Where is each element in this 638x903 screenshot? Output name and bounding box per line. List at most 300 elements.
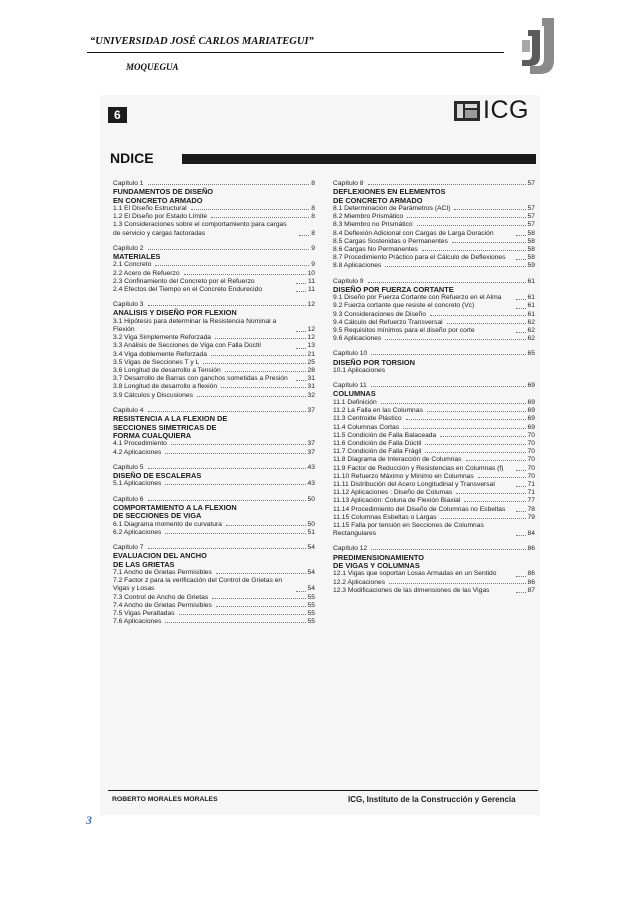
chapter-page: 57 [527,180,535,187]
toc-entry [113,577,315,593]
chapter-title: DE SECCIONES DE VIGA [113,511,202,521]
toc-entry-page: 37 [307,440,315,448]
chapter-title: MATERIALES [113,252,161,262]
toc-entry [333,311,535,319]
chapter-title: SECCIONES SIMETRICAS DE [113,422,217,432]
toc-entry [333,440,535,448]
toc-entry-label: 8.3 Miembro no Prismático [333,221,413,229]
chapter-page: 65 [527,350,535,358]
toc-entry-page: 78 [527,505,535,513]
toc-entry [333,213,535,221]
toc-entry-label: 8.4 Deflexión Adicional con Cargas de Larga Duración [333,229,494,237]
chapter-page: 61 [527,277,535,285]
toc-entry-page: 61 [527,310,535,318]
leader-dots [441,517,526,519]
toc-entry-page: 71 [527,480,535,488]
leader-dots [148,547,306,549]
toc-entry-page: 11 [308,277,315,285]
chapter-page: 12 [307,301,315,309]
toc-entry [333,456,535,464]
toc-section [113,544,315,626]
leader-dots [371,353,525,355]
toc-section [113,407,315,457]
leader-dots [165,483,305,485]
toc-entry-page: 43 [307,480,315,488]
chapter-page: 54 [307,543,315,551]
leader-dots [368,183,526,185]
toc-entry-page: 11 [308,286,315,294]
leader-dots [296,282,306,284]
university-logo-icon [516,16,560,78]
leader-dots [427,410,526,412]
toc-entry-page: 69 [527,398,535,406]
toc-entry-label: 8.1 Determinación de Parámetros (ACI) [333,205,451,213]
toc-entry-page: 58 [527,246,535,254]
toc-entry-page: 25 [307,358,315,366]
toc-entry-page: 70 [527,448,535,456]
chapter-title: EVALUACION DEL ANCHO [113,551,207,561]
toc-entry-label: 11.14 Procedimiento del Diseño de Columnas no Esbeltas [333,505,506,513]
leader-dots [516,258,526,260]
toc-entry [113,375,315,383]
toc-entry-label: 12.1 Vigas que soportan Losas Armadas en un Sentido [333,570,497,578]
toc-entry-label: 2.2 Acero de Refuerzo [113,269,180,277]
chapter-page: 8 [311,180,315,187]
leader-dots [165,452,305,454]
icg-logo-text: ICG [483,96,529,124]
toc-entry-label: 11.3 Centroide Plástico [333,415,402,423]
toc-entry-page: 57 [527,221,535,229]
leader-dots [191,208,310,210]
toc-entry [333,497,535,505]
toc-entry [333,415,535,423]
chapter-page: 43 [307,463,315,471]
leader-dots [296,290,306,292]
toc-entry-label: 7.1 Ancho de Grietas Permisibles [113,568,212,576]
leader-dots [371,385,526,387]
toc-entry-page: 8 [311,229,315,237]
leader-dots [148,248,310,250]
leader-dots [155,264,309,266]
toc-entry [113,602,315,610]
toc-entry [333,246,535,254]
toc-entry-label: 3.6 Longitud de desarrollo a Tensión [113,367,221,375]
toc-entry-page: 59 [527,262,535,270]
leader-dots [179,613,306,615]
toc-entry-label: 9.5 Requisitos mínimos para el diseño por corte [333,327,475,335]
toc-entry-label: 11.15 Falla por tensión en Secciones de Columnas Rectangulares [333,521,484,538]
toc-entry [333,319,535,327]
toc-entry-page: 9 [311,261,315,269]
toc-entry-label: 11.1 Definición [333,398,377,406]
toc-entry-label: 3.2 Viga Simplemente Reforzada [113,334,212,342]
city-header: MOQUEGUA [126,62,179,72]
toc-entry [333,327,535,335]
toc-entry [333,424,535,432]
toc-entry-label: 12.2 Aplicaciones [333,578,386,586]
toc-entry-label: 2.1 Concreto [113,261,152,269]
toc-entry [113,278,315,286]
leader-dots [454,208,525,210]
toc-entry-label: 11.13 Aplicación: Coluna de Flexión Biaxial [333,497,461,505]
toc-entry [113,359,315,367]
toc-entry-label: 11.5 Condición de Falla Balaceada [333,431,437,439]
toc-entry-label: 1.1 El Diseño Estructural [113,205,187,213]
leader-dots [368,281,526,283]
toc-entry [333,473,535,481]
toc-entry-label: 2.3 Confinamiento del Concreto por el Refuerzo [113,277,255,285]
leader-dots [197,395,306,397]
toc-entry [333,205,535,213]
chapter-title: RESISTENCIA A LA FLEXION DE [113,414,228,424]
chapter-label: Capítulo 1 [113,180,144,187]
leader-dots [148,499,306,501]
footer-institute: ICG, Instituto de la Construcción y Gerencia [348,795,516,804]
toc-entry-page: 62 [527,318,535,326]
toc-entry [333,367,535,375]
icg-emblem-icon [454,101,480,121]
toc-entry-page: 58 [527,254,535,262]
toc-section [333,350,535,375]
toc-right-column [333,180,535,602]
toc-entry-page: 10 [307,269,315,277]
toc-entry [113,367,315,375]
leader-dots [516,485,526,487]
leader-dots [215,337,306,339]
leader-dots [221,386,305,388]
chapter-title: COLUMNAS [333,389,376,399]
toc-entry-label: 7.2 Factor z para la verificación del Control de Grietas en Vigas y Losas [113,577,283,593]
toc-section [333,545,535,595]
toc-entry [113,351,315,359]
toc-entry-label: 7.4 Ancho de Grietas Permisibles [113,601,212,609]
toc-entry-label: 6.2 Aplicaciones [113,528,162,536]
toc-entry-page: 57 [527,205,535,213]
toc-entry-page: 8 [311,205,315,213]
leader-dots [425,443,525,445]
leader-dots [516,307,526,309]
toc-entry [333,465,535,473]
leader-dots [165,621,305,623]
toc-entry [333,262,535,270]
chapter-title: EN CONCRETO ARMADO [113,195,203,205]
chapter-title: PREDIMENSIONAMIENTO [333,552,425,562]
leader-dots [407,216,525,218]
toc-entry-page: 32 [307,391,315,399]
toc-entry-page: 8 [311,213,315,221]
toc-left-column [113,180,315,633]
toc-entry-page: 71 [527,489,535,497]
toc-entry [333,522,535,538]
toc-entry-label: 11.2 La Falla en las Columnas [333,407,423,415]
toc-entry-page: 77 [527,497,535,505]
toc-entry [113,529,315,537]
toc-entry-page: 70 [527,464,535,472]
toc-entry [333,254,535,262]
leader-dots [516,469,526,471]
leader-dots [381,402,526,404]
toc-entry-page: 37 [307,448,315,456]
university-header: “UNIVERSIDAD JOSÉ CARLOS MARIATEGUI” [90,36,314,47]
toc-entry [113,318,315,334]
toc-entry [113,449,315,457]
toc-entry [113,261,315,269]
toc-entry [333,230,535,238]
toc-entry-page: 69 [527,423,535,431]
toc-entry-page: 62 [527,327,535,335]
toc-entry-label: 9.3 Consideraciones de Diseño [333,310,426,318]
toc-entry-label: 11.11 Distribución del Acero Longitudinal y Transversal [333,480,495,488]
chapter-label: Capítulo 10 [333,350,368,358]
toc-entry-label: 8.7 Procedimiento Práctico para el Cálculo de Deflexiones [333,254,506,262]
toc-entry [333,432,535,440]
toc-entry-page: 58 [527,237,535,245]
leader-dots [466,459,526,461]
toc-entry-page: 55 [307,601,315,609]
leader-dots [211,354,306,356]
icg-logo [454,96,529,125]
toc-entry-label: 6.1 Diagrama momento de curvatura [113,520,222,528]
leader-dots [456,492,525,494]
chapter-title: FORMA CUALQUIERA [113,430,192,440]
toc-entry-label: 8.5 Cargas Sostenidas o Permanentes [333,237,448,245]
chapter-title: ANALISIS Y DISEÑO POR FLEXION [113,308,237,318]
toc-entry-page: 84 [527,530,535,538]
toc-entry [333,570,535,578]
leader-dots [516,575,526,577]
toc-entry-label: 2.4 Efectos del Tiempo en el Concreto Endurecido [113,286,263,294]
chapter-page: 9 [311,244,315,252]
leader-dots [148,410,306,412]
toc-entry-page: 70 [527,431,535,439]
leader-dots [516,298,526,300]
leader-dots [216,605,306,607]
chapter-tab [108,107,127,123]
toc-entry-label: 3.8 Longitud de desarrollo a flexión [113,383,218,391]
toc-entry-label: 12.3 Modificaciones de las dimensiones de las Vigas [333,586,490,594]
toc-entry-label: 3.3 Análisis de Secciones de Viga con Falla Dúctil [113,342,261,350]
toc-entry [333,579,535,587]
toc-section [333,180,535,271]
leader-dots [148,467,306,469]
chapter-label: Capítulo 7 [113,543,144,551]
toc-entry [333,221,535,229]
leader-dots [385,338,525,340]
toc-entry [333,238,535,246]
leader-dots [296,379,306,381]
toc-entry-label: 11.9 Factor de Reducción y Resistencias en Columnas (f) [333,464,504,472]
toc-entry-page: 79 [527,513,535,521]
chapter-label: Capítulo 3 [113,301,144,309]
leader-dots [171,443,306,445]
toc-entry-page: 86 [527,570,535,578]
leader-dots [440,435,525,437]
toc-entry-label: 8.8 Aplicaciones [333,262,382,270]
chapter-label: Capítulo 8 [333,180,364,187]
chapter-title: DISEÑO POR FUERZA CORTANTE [333,284,454,294]
chapter-title: COMPORTAMIENTO A LA FLEXION [113,502,237,512]
footer-rule [108,790,538,791]
toc-entry-label: 10.1 Aplicaciones [333,367,386,375]
toc-entry [113,521,315,529]
leader-dots [516,591,526,593]
chapter-title: DE VIGAS Y COLUMNAS [333,560,420,570]
toc-entry-label: 3.9 Cálculos y Discusiones [113,391,193,399]
chapter-tab-number: 6 [114,108,121,122]
toc-entry-label: 11.10 Refuerzo Máximo y Mínimo en Columnas [333,472,474,480]
leader-dots [296,347,306,349]
chapter-label: Capítulo 6 [113,495,144,503]
toc-section [113,464,315,489]
leader-dots [406,418,526,420]
toc-entry [113,383,315,391]
chapter-label: Capítulo 11 [333,382,367,390]
toc-entry-page: 58 [527,229,535,237]
toc-entry [113,286,315,294]
header-rule [87,52,504,53]
leader-dots [452,241,526,243]
toc-entry-page: 70 [527,456,535,464]
toc-entry [113,221,315,237]
leader-dots [165,532,305,534]
toc-entry-page: 31 [307,383,315,391]
leader-dots [425,451,525,453]
toc-entry-page: 57 [527,213,535,221]
toc-entry [113,594,315,602]
leader-dots [148,304,306,306]
chapter-page: 69 [527,382,535,390]
leader-dots [516,510,526,512]
leader-dots [148,183,310,185]
leader-dots [299,234,309,236]
toc-entry-label: 7.5 Vigas Peraltadas [113,609,175,617]
toc-entry-page: 61 [527,302,535,310]
toc-entry-label: 7.3 Control de Ancho de Grietas [113,593,209,601]
toc-entry-label: 8.2 Miembro Prismático [333,213,404,221]
toc-entry-page: 50 [307,520,315,528]
toc-entry-page: 51 [307,528,315,536]
toc-entry [333,514,535,522]
toc-entry-page: 55 [307,618,315,626]
chapter-title: FUNDAMENTOS DE DISEÑO [113,187,214,197]
chapter-label: Capítulo 9 [333,277,364,285]
toc-entry-page: 55 [307,609,315,617]
toc-entry [113,270,315,278]
toc-section [113,180,315,238]
toc-entry [333,399,535,407]
leader-dots [516,331,526,333]
leader-dots [216,572,306,574]
toc-entry-label: 7.6 Aplicaciones [113,618,162,626]
toc-entry-page: 87 [527,586,535,594]
toc-entry [333,489,535,497]
toc-entry-page: 28 [307,367,315,375]
toc-entry [333,448,535,456]
toc-entry-label: 9.2 Fuerza cortante que resiste el concreto (Vc) [333,302,475,310]
toc-entry-label: 11.6 Condición de Falla Dúctil [333,439,422,447]
chapter-label: Capítulo 12 [333,545,368,553]
leader-dots [225,370,306,372]
toc-entry-label: 5.1 Aplicaciones [113,480,162,488]
leader-dots [211,216,309,218]
toc-section [113,496,315,537]
toc-entry-label: 4.1 Procedimiento [113,440,167,448]
toc-entry-label: 11.8 Diagrama de Interacción de Columnas [333,456,462,464]
toc-section [333,278,535,344]
footer-author: ROBERTO MORALES MORALES [112,796,218,803]
leader-dots [184,273,306,275]
toc-entry-label: 3.4 Viga doblemente Reforzada [113,350,207,358]
chapter-title: DEFLEXIONES EN ELEMENTOS [333,187,446,197]
chapter-title: DE CONCRETO ARMADO [333,195,423,205]
toc-entry-label: 9.4 Cálculo del Refuerzo Transversal [333,318,443,326]
leader-dots [430,314,526,316]
toc-entry [113,334,315,342]
leader-dots [417,224,526,226]
toc-entry-page: 69 [527,407,535,415]
chapter-label: Capítulo 4 [113,406,144,414]
toc-entry-label: 11.12 Aplicaciones : Diseño de Columas [333,489,453,497]
leader-dots [516,234,526,236]
toc-entry-label: 3.7 Desarrollo de Barras con ganchos sometidas a Presión [113,375,288,383]
leader-dots [226,524,306,526]
toc-entry-label: 11.7 Condición de Falla Frágil [333,448,422,456]
index-heading-bar [182,154,536,164]
chapter-page: 37 [307,406,315,414]
toc-entry [113,569,315,577]
toc-entry-label: 11.15 Columnas Esbeltas o Largas [333,513,437,521]
leader-dots [212,597,305,599]
toc-entry-page: 12 [307,334,315,342]
toc-entry [333,407,535,415]
chapter-page: 50 [307,495,315,503]
chapter-label: Capítulo 5 [113,463,144,471]
toc-entry-label: 4.2 Aplicaciones [113,448,162,456]
toc-entry-page: 61 [527,294,535,302]
toc-entry [113,610,315,618]
chapter-page: 86 [527,545,535,553]
toc-entry-label: 11.4 Columnas Cortas [333,423,400,431]
toc-entry-page: 13 [307,342,315,350]
toc-entry-label: 1.2 El Diseño por Estado Límite [113,213,208,221]
toc-entry-page: 70 [527,439,535,447]
toc-entry-page: 70 [527,472,535,480]
leader-dots [296,330,306,332]
toc-entry [333,302,535,310]
toc-entry [113,213,315,221]
index-heading: NDICE [110,150,154,166]
toc-entry-page: 54 [307,568,315,576]
toc-entry [333,506,535,514]
toc-entry-page: 62 [527,335,535,343]
toc-entry-page: 21 [307,350,315,358]
chapter-label: Capítulo 2 [113,244,144,252]
toc-entry [113,342,315,350]
leader-dots [385,265,525,267]
toc-entry-label: 9.1 Diseño por Fuerza Cortante con Refuerzo en el Alma [333,294,502,302]
toc-entry [333,587,535,595]
toc-entry [333,335,535,343]
toc-entry [113,440,315,448]
toc-entry [113,480,315,488]
leader-dots [478,476,526,478]
toc-entry-label: 8.6 Cargas No Permanentes [333,246,418,254]
toc-section [113,245,315,294]
leader-dots [296,590,306,592]
leader-dots [371,548,525,550]
page-number-mark: 3 [86,813,92,827]
leader-dots [403,427,526,429]
